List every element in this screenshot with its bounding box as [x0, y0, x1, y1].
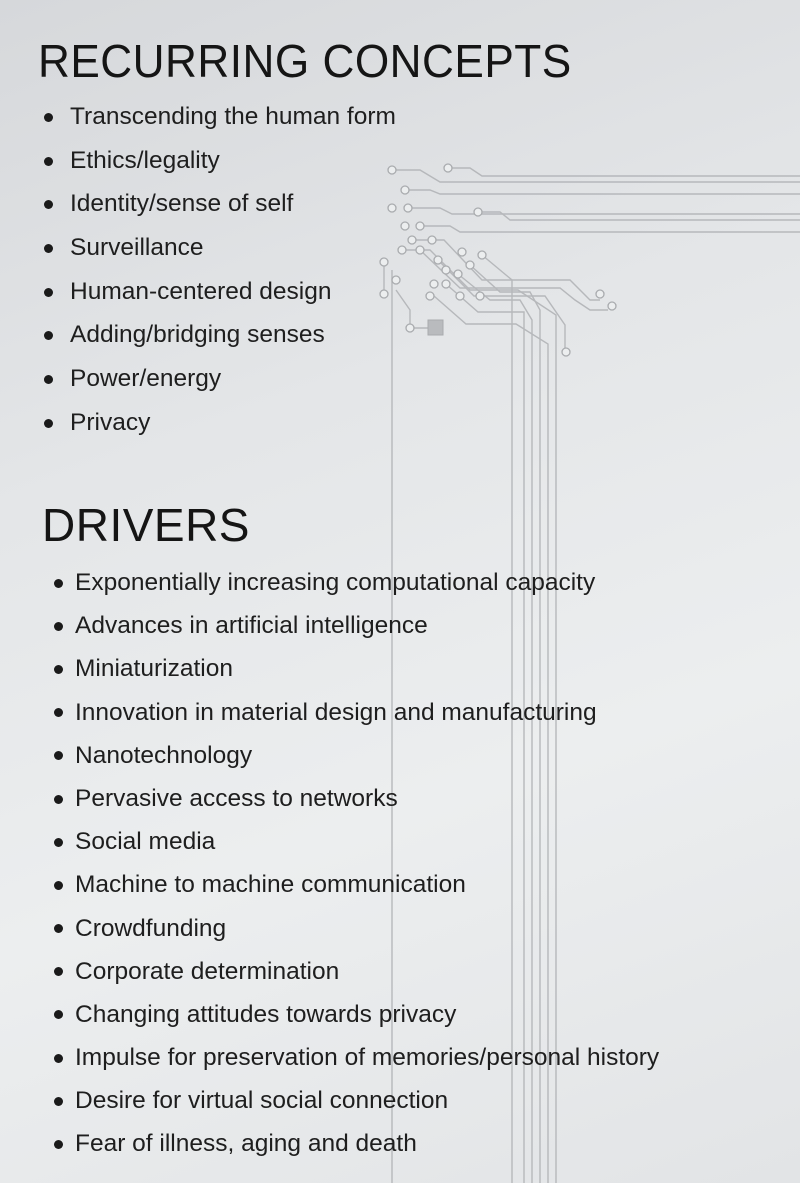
- bullet-icon: [54, 708, 63, 717]
- list-item-label: Innovation in material design and manufacturing: [75, 698, 597, 726]
- list-item: [40, 404, 396, 448]
- list-item-label: Exponentially increasing computational capacity: [75, 569, 596, 596]
- list-item-label: Social media: [75, 828, 216, 856]
- list-item-label: Privacy: [70, 408, 151, 436]
- bullet-icon: [44, 288, 53, 297]
- list-item-label: Adding/bridging senses: [70, 321, 325, 349]
- bullet-icon: [54, 579, 63, 588]
- bullet-icon: [44, 113, 53, 122]
- bullet-icon: [44, 244, 53, 253]
- list-item: [40, 273, 396, 317]
- list-item: [40, 98, 396, 142]
- bullet-icon: [54, 1097, 63, 1106]
- list-item: [50, 564, 659, 607]
- bullet-icon: [44, 375, 53, 384]
- bullet-icon: [54, 838, 63, 847]
- list-item: [50, 737, 659, 780]
- bullet-icon: [44, 157, 53, 166]
- list-item-label: Fear of illness, aging and death: [75, 1130, 417, 1158]
- list-item-label: Transcending the human form: [70, 103, 396, 130]
- drivers-heading: DRIVERS: [42, 499, 250, 551]
- bullet-icon: [54, 924, 63, 933]
- list-item: [50, 910, 659, 953]
- list-item: [40, 185, 396, 229]
- recurring-concepts-heading: RECURRING CONCEPTS: [38, 35, 572, 87]
- list-item: [50, 823, 659, 866]
- bullet-icon: [54, 881, 63, 890]
- list-item-label: Human-centered design: [70, 277, 332, 305]
- list-item-label: Pervasive access to networks: [75, 784, 398, 812]
- drivers-list: [50, 564, 659, 1169]
- bullet-icon: [44, 419, 53, 428]
- list-item-label: Ethics/legality: [70, 146, 220, 174]
- list-item: [50, 650, 659, 693]
- bullet-icon: [54, 751, 63, 760]
- list-item: [50, 607, 659, 650]
- bullet-icon: [54, 1140, 63, 1149]
- recurring-concepts-list: [40, 98, 396, 448]
- list-item-label: Machine to machine communication: [75, 871, 466, 899]
- list-item-label: Nanotechnology: [75, 741, 253, 769]
- list-item-label: Surveillance: [70, 234, 204, 262]
- bullet-icon: [54, 1010, 63, 1019]
- list-item: [50, 1082, 659, 1125]
- list-item: [50, 780, 659, 823]
- list-item-label: Changing attitudes towards privacy: [75, 1000, 457, 1028]
- list-item: [50, 996, 659, 1039]
- bullet-icon: [54, 622, 63, 631]
- list-item: [50, 1125, 659, 1168]
- list-item-label: Power/energy: [70, 365, 222, 393]
- list-item: [40, 229, 396, 273]
- list-item: [50, 694, 659, 737]
- list-item-label: Desire for virtual social connection: [75, 1087, 449, 1115]
- list-item-label: Impulse for preservation of memories/personal history: [75, 1044, 660, 1072]
- bullet-icon: [54, 1054, 63, 1063]
- bullet-icon: [54, 795, 63, 804]
- bullet-icon: [54, 967, 63, 976]
- bullet-icon: [54, 665, 63, 674]
- bullet-icon: [44, 331, 53, 340]
- list-item: [40, 316, 396, 360]
- list-item: [40, 142, 396, 186]
- list-item-label: Corporate determination: [75, 957, 340, 985]
- list-item: [50, 1039, 659, 1082]
- list-item-label: Identity/sense of self: [70, 190, 294, 218]
- list-item: [50, 866, 659, 909]
- list-item-label: Advances in artificial intelligence: [75, 612, 428, 640]
- list-item-label: Miniaturization: [75, 655, 233, 683]
- list-item: [50, 953, 659, 996]
- list-item: [40, 360, 396, 404]
- bullet-icon: [44, 200, 53, 209]
- list-item-label: Crowdfunding: [75, 914, 227, 942]
